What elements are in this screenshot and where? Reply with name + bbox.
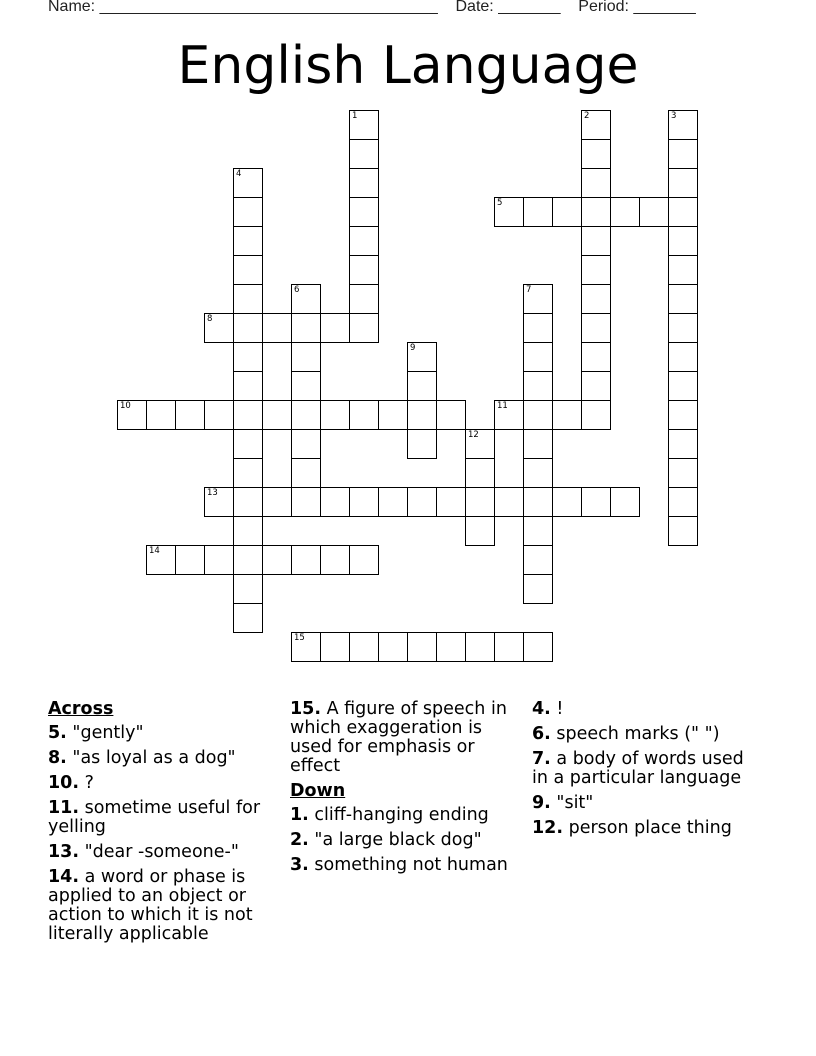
grid-cell[interactable] [291, 545, 321, 575]
clue-number: 9 [410, 343, 416, 353]
grid-cell[interactable] [523, 545, 553, 575]
clue-number: 6 [294, 285, 300, 295]
grid-cell[interactable] [291, 632, 321, 662]
clue-item-text: a body of words used in a particular language [532, 749, 744, 788]
grid-cell[interactable] [233, 400, 263, 430]
grid-cell[interactable] [581, 342, 611, 372]
grid-cell[interactable] [523, 429, 553, 459]
grid-cell[interactable] [320, 400, 350, 430]
grid-cell[interactable] [436, 632, 466, 662]
clue-item-number: 5. [48, 723, 67, 743]
grid-cell[interactable] [320, 313, 350, 343]
grid-cell[interactable] [291, 400, 321, 430]
grid-cell[interactable] [668, 458, 698, 488]
clue-section-heading: Down [290, 781, 346, 801]
grid-cell[interactable] [378, 632, 408, 662]
clue-number: 13 [207, 488, 218, 498]
clue-item-text: a word or phase is applied to an object or action to which it is not literally applicable [48, 867, 253, 944]
grid-cell[interactable] [233, 313, 263, 343]
clue-number: 8 [207, 314, 213, 324]
grid-cell[interactable] [320, 632, 350, 662]
clue-item [532, 725, 764, 744]
grid-cell[interactable] [233, 574, 263, 604]
clue-number: 4 [236, 169, 242, 179]
grid-cell[interactable] [233, 168, 263, 198]
clue-item-number: 15. [290, 699, 322, 719]
grid-cell[interactable] [523, 487, 553, 517]
grid-cell[interactable] [291, 284, 321, 314]
grid-cell[interactable] [523, 632, 553, 662]
clue-number: 5 [497, 198, 503, 208]
grid-cell[interactable] [523, 313, 553, 343]
clue-item-text: ? [84, 773, 94, 793]
grid-cell[interactable] [465, 516, 495, 546]
grid-cell[interactable] [349, 545, 379, 575]
clue-item-text: "gently" [72, 723, 144, 743]
grid-cell[interactable] [407, 429, 437, 459]
clue-item [290, 831, 522, 850]
grid-cell[interactable] [523, 371, 553, 401]
clue-item [48, 868, 280, 944]
grid-cell[interactable] [668, 487, 698, 517]
clue-item-number: 3. [290, 855, 309, 875]
grid-cell[interactable] [262, 400, 292, 430]
grid-cell[interactable] [204, 400, 234, 430]
grid-cell[interactable] [349, 226, 379, 256]
grid-cell[interactable] [436, 487, 466, 517]
grid-cell[interactable] [523, 516, 553, 546]
grid-cell[interactable] [581, 197, 611, 227]
grid-cell[interactable] [610, 487, 640, 517]
clue-item-number: 1. [290, 805, 309, 825]
grid-cell[interactable] [581, 139, 611, 169]
clue-item-number: 8. [48, 748, 67, 768]
name-label: Name: [48, 0, 96, 15]
grid-cell[interactable] [233, 603, 263, 633]
grid-cell[interactable] [204, 313, 234, 343]
clue-item-text: A figure of speech in which exaggeration is used for emphasis or effect [290, 699, 507, 776]
date-blank[interactable]: _______ [498, 0, 561, 15]
grid-cell[interactable] [349, 139, 379, 169]
clue-item-text: speech marks (" ") [556, 724, 720, 744]
grid-cell[interactable] [204, 487, 234, 517]
grid-cell[interactable] [117, 400, 147, 430]
grid-cell[interactable] [668, 197, 698, 227]
clue-number: 10 [120, 401, 131, 411]
clue-item-text: "as loyal as a dog" [72, 748, 236, 768]
clue-item-number: 11. [48, 798, 80, 818]
grid-cell[interactable] [291, 458, 321, 488]
clue-item-text: sometime useful for yelling [48, 798, 261, 837]
grid-cell[interactable] [349, 168, 379, 198]
grid-cell[interactable] [581, 168, 611, 198]
clue-number: 15 [294, 633, 305, 643]
grid-cell[interactable] [639, 197, 669, 227]
grid-cell[interactable] [378, 487, 408, 517]
grid-cell[interactable] [407, 371, 437, 401]
period-label: Period: [578, 0, 629, 15]
grid-cell[interactable] [523, 458, 553, 488]
grid-cell[interactable] [581, 313, 611, 343]
clue-item [532, 794, 764, 813]
grid-cell[interactable] [233, 197, 263, 227]
clue-item-number: 6. [532, 724, 551, 744]
grid-cell[interactable] [407, 400, 437, 430]
clue-item-text: "sit" [556, 793, 594, 813]
grid-cell[interactable] [581, 371, 611, 401]
clue-number: 1 [352, 111, 358, 121]
grid-cell[interactable] [668, 110, 698, 140]
grid-cell[interactable] [668, 516, 698, 546]
clue-item-number: 2. [290, 830, 309, 850]
grid-cell[interactable] [262, 487, 292, 517]
clue-item-text: "dear -someone-" [84, 842, 239, 862]
grid-cell[interactable] [349, 632, 379, 662]
clue-number: 11 [497, 401, 508, 411]
page-title: English Language [177, 36, 639, 96]
grid-cell[interactable] [668, 226, 698, 256]
clue-item-text: something not human [314, 855, 508, 875]
date-label: Date: [455, 0, 494, 15]
grid-cell[interactable] [262, 545, 292, 575]
grid-cell[interactable] [668, 342, 698, 372]
clue-item [290, 700, 522, 776]
clue-item-number: 14. [48, 867, 80, 887]
grid-cell[interactable] [610, 197, 640, 227]
grid-cell[interactable] [668, 255, 698, 285]
grid-cell[interactable] [581, 284, 611, 314]
grid-cell[interactable] [668, 284, 698, 314]
grid-cell[interactable] [668, 139, 698, 169]
grid-cell[interactable] [349, 110, 379, 140]
grid-cell[interactable] [233, 226, 263, 256]
grid-cell[interactable] [407, 342, 437, 372]
grid-cell[interactable] [233, 429, 263, 459]
clue-item [48, 799, 280, 837]
grid-cell[interactable] [233, 342, 263, 372]
grid-cell[interactable] [262, 313, 292, 343]
clue-column-2 [290, 700, 522, 881]
clue-number: 2 [584, 111, 590, 121]
grid-cell[interactable] [494, 487, 524, 517]
grid-cell[interactable] [175, 400, 205, 430]
grid-cell[interactable] [436, 400, 466, 430]
grid-cell[interactable] [291, 313, 321, 343]
grid-cell[interactable] [349, 313, 379, 343]
clue-section-heading: Across [48, 699, 114, 719]
clue-item-number: 12. [532, 818, 564, 838]
clue-item-number: 7. [532, 749, 551, 769]
grid-cell[interactable] [668, 400, 698, 430]
grid-cell[interactable] [581, 255, 611, 285]
clue-column-3 [532, 700, 764, 844]
grid-cell[interactable] [233, 255, 263, 285]
clue-number: 14 [149, 546, 160, 556]
clue-item [48, 774, 280, 793]
grid-cell[interactable] [552, 487, 582, 517]
grid-cell[interactable] [175, 545, 205, 575]
clue-number: 12 [468, 430, 479, 440]
grid-cell[interactable] [233, 371, 263, 401]
grid-cell[interactable] [233, 545, 263, 575]
grid-cell[interactable] [407, 632, 437, 662]
clue-item-number: 10. [48, 773, 80, 793]
grid-cell[interactable] [668, 168, 698, 198]
clue-item-number: 4. [532, 699, 551, 719]
grid-cell[interactable] [494, 400, 524, 430]
grid-cell[interactable] [552, 197, 582, 227]
clue-column-1 [48, 700, 280, 950]
name-blank[interactable]: ______________________________________ [99, 0, 438, 15]
grid-cell[interactable] [291, 371, 321, 401]
grid-cell[interactable] [523, 284, 553, 314]
grid-cell[interactable] [291, 487, 321, 517]
grid-cell[interactable] [668, 313, 698, 343]
clue-item [48, 724, 280, 743]
grid-cell[interactable] [523, 574, 553, 604]
clue-number: 3 [671, 111, 677, 121]
grid-cell[interactable] [552, 400, 582, 430]
clue-item-text: person place thing [568, 818, 732, 838]
period-blank[interactable]: _______ [633, 0, 696, 15]
grid-cell[interactable] [523, 342, 553, 372]
clue-item-number: 9. [532, 793, 551, 813]
clue-item-text: cliff-hanging ending [314, 805, 489, 825]
grid-cell[interactable] [465, 632, 495, 662]
grid-cell[interactable] [146, 400, 176, 430]
grid-cell[interactable] [668, 371, 698, 401]
grid-cell[interactable] [320, 487, 350, 517]
grid-cell[interactable] [233, 458, 263, 488]
grid-cell[interactable] [407, 487, 437, 517]
clue-item-number: 13. [48, 842, 80, 862]
clue-item [48, 843, 280, 862]
grid-cell[interactable] [581, 226, 611, 256]
grid-cell[interactable] [233, 487, 263, 517]
grid-cell[interactable] [146, 545, 176, 575]
clue-item [532, 750, 764, 788]
grid-cell[interactable] [291, 342, 321, 372]
grid-cell[interactable] [581, 110, 611, 140]
grid-cell[interactable] [320, 545, 350, 575]
grid-cell[interactable] [668, 429, 698, 459]
grid-cell[interactable] [349, 284, 379, 314]
grid-cell[interactable] [378, 400, 408, 430]
clue-item-text: "a large black dog" [314, 830, 482, 850]
clue-item [290, 806, 522, 825]
clue-item [532, 819, 764, 838]
grid-cell[interactable] [233, 284, 263, 314]
grid-cell[interactable] [291, 429, 321, 459]
grid-cell[interactable] [523, 197, 553, 227]
grid-cell[interactable] [581, 400, 611, 430]
grid-cell[interactable] [494, 197, 524, 227]
grid-cell[interactable] [233, 516, 263, 546]
clue-number: 7 [526, 285, 532, 295]
clue-item [290, 856, 522, 875]
grid-cell[interactable] [204, 545, 234, 575]
grid-cell[interactable] [494, 632, 524, 662]
grid-cell[interactable] [523, 400, 553, 430]
grid-cell[interactable] [465, 487, 495, 517]
grid-cell[interactable] [349, 197, 379, 227]
clue-item [48, 749, 280, 768]
grid-cell[interactable] [349, 487, 379, 517]
grid-cell[interactable] [581, 487, 611, 517]
clue-item [532, 700, 764, 719]
grid-cell[interactable] [349, 255, 379, 285]
grid-cell[interactable] [349, 400, 379, 430]
clue-item-text: ! [556, 699, 564, 719]
grid-cell[interactable] [465, 429, 495, 459]
grid-cell[interactable] [465, 458, 495, 488]
